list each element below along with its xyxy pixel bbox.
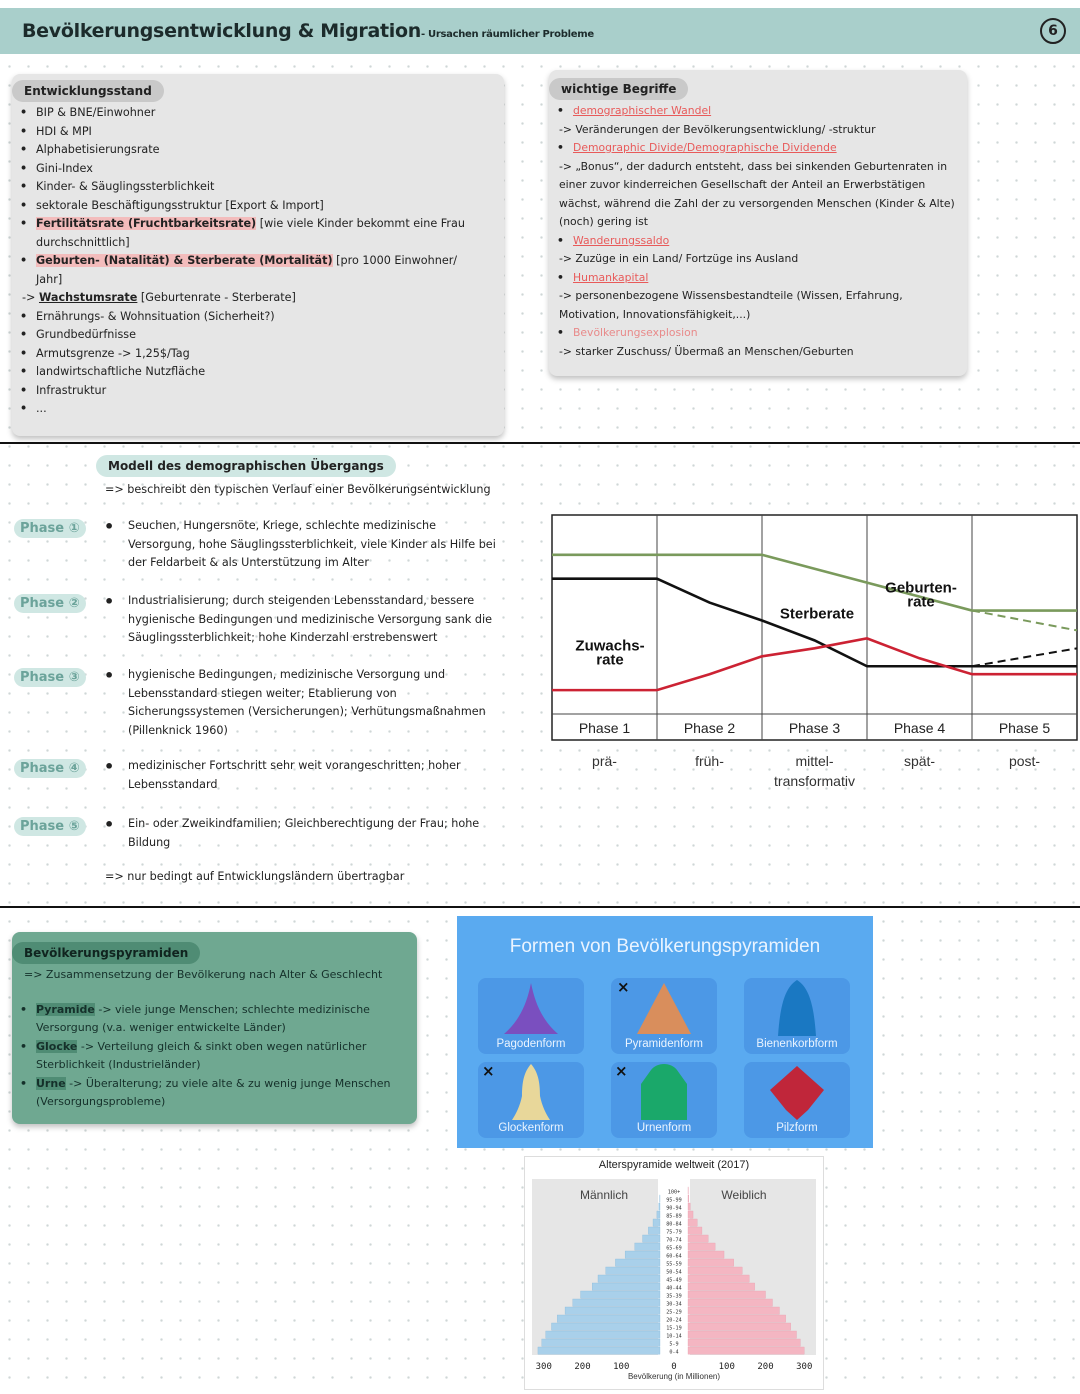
male-label: Männlich: [579, 1188, 629, 1202]
age-group-label: 55-59: [666, 1261, 682, 1268]
begriffe-card: [549, 70, 967, 376]
age-group-label: 25-29: [666, 1309, 682, 1316]
female-bar: [688, 1235, 708, 1242]
female-bar: [688, 1323, 791, 1330]
age-group-label: 85-89: [666, 1213, 682, 1220]
term-1-def: -> Veränderungen der Bevölkerungsentwicklung/ -struktur: [559, 122, 876, 136]
phase-sublabel: transformativ: [774, 773, 855, 789]
phase-label-2: [14, 592, 86, 611]
phase-text-2: Industrialisierung; durch steigenden Lebensstandard, bessere hygienische Bedingungen und medizinische Versorgung sank die Säuglingssterblichkeit; hohe Kinderzahl erstrebenswert: [128, 594, 492, 644]
section-divider-2: [0, 906, 1080, 908]
pyramidenform-icon: [611, 978, 717, 1038]
demographic-transition-chart: [549, 512, 1080, 802]
male-bar: [565, 1307, 660, 1314]
urnenform-icon: [611, 1062, 717, 1122]
tile-urnenform: [611, 1062, 717, 1138]
bullet: •: [104, 666, 115, 685]
term-2: • Demographic Divide/Demographische Dividende: [549, 139, 959, 158]
phase-sublabel: spät-: [903, 753, 936, 769]
phase-label-4: [14, 757, 86, 776]
female-bar: [688, 1347, 804, 1354]
pyramiden-intro: => Zusammensetzung der Bevölkerung nach Alter & Geschlecht: [24, 968, 383, 981]
x-tick-label: Phase 5: [998, 720, 1051, 736]
phase-label-3: [14, 666, 86, 685]
forms-title: Formen von Bevölkerungspyramiden: [509, 936, 821, 957]
term-4: • Humankapital: [549, 269, 959, 288]
term-4-def: -> personenbezogene Wissensbestandteile (Wissen, Erfahrung, Motivation, Innovationsfähigkeit,...): [559, 289, 903, 321]
glocke-shape: [512, 1064, 550, 1120]
cross-mark-icon: ×: [615, 1062, 628, 1080]
x-tick-label: 100: [718, 1362, 735, 1372]
age-group-label: 40-44: [666, 1285, 682, 1292]
x-tick-label: Phase 1: [578, 720, 631, 736]
entwicklungsstand-list: [12, 104, 482, 215]
female-bar: [688, 1331, 797, 1338]
world-pyramid: [524, 1156, 824, 1390]
list-item: • Alphabetisierungsrate: [12, 141, 482, 160]
tile-label: Urnenform: [636, 1122, 692, 1134]
modell-heading: Modell des demographischen Übergangs: [96, 455, 396, 477]
pilzform-icon: [744, 1062, 850, 1122]
phase-sublabel: post-: [1008, 753, 1041, 769]
tile-pyramidenform: [611, 978, 717, 1054]
male-bar: [573, 1299, 660, 1306]
age-group-label: 70-74: [666, 1237, 682, 1244]
female-bar: [688, 1299, 772, 1306]
page-number: 6: [1040, 18, 1066, 44]
x-tick-label: 0: [671, 1362, 677, 1372]
age-group-label: 45-49: [666, 1277, 682, 1284]
modell-outro: => nur bedingt auf Entwicklungsländern übertragbar: [105, 870, 405, 883]
female-bar: [688, 1251, 724, 1258]
bienenkorbform-icon: [744, 978, 850, 1038]
entwicklungsstand-list-2: [12, 308, 482, 419]
list-item: • Ernährungs- & Wohnsituation (Sicherheit?): [12, 308, 482, 327]
phase-text-1: Seuchen, Hungersnöte, Kriege, schlechte medizinische Versorgung, hohe Säuglingssterblichkeit, viele Kinder als Hilfe bei der Feldarbeit & als Unterstützung im Alter: [128, 519, 496, 569]
annotation-zuwachsrate: rate: [596, 651, 624, 669]
male-bar: [659, 1203, 660, 1210]
modell-heading-wrap: [96, 455, 396, 477]
term-5-def: -> starker Zuschuss/ Übermaß an Menschen/Geburten: [559, 344, 854, 358]
list-item: • HDI & MPI: [12, 123, 482, 142]
phase-sublabel: mittel-: [795, 753, 834, 769]
annotation-sterberate: Sterberate: [779, 605, 855, 623]
female-bar: [688, 1259, 734, 1266]
world-pyramid-chart: [525, 1175, 823, 1389]
female-bar: [688, 1275, 749, 1282]
female-bar: [688, 1291, 766, 1298]
phase-text-4: medizinischer Fortschritt sehr weit vorangeschritten; hoher Lebensstandard: [128, 759, 461, 791]
male-bar: [598, 1275, 660, 1282]
glockenform-icon: [478, 1062, 584, 1122]
female-bar: [688, 1203, 690, 1210]
annotation-geburtenrate: rate: [907, 593, 935, 611]
tile-glockenform: [478, 1062, 584, 1138]
female-bar: [688, 1211, 693, 1218]
annotation-geburtenrate: Geburten-: [885, 579, 957, 597]
phase-sublabel: prä-: [592, 753, 617, 769]
phase-tag: Phase ④: [14, 759, 86, 778]
x-tick-label: 100: [613, 1362, 630, 1372]
annotation-zuwachsrate: Zuwachs-: [575, 637, 645, 655]
x-tick-label: 200: [757, 1362, 774, 1372]
list-item: • ...: [12, 400, 482, 419]
phase-text-3: hygienische Bedingungen, medizinische Versorgung und Lebensstandard stiegen weiter; Etablierung von Sicherungssystemen (Versicherungen); Verhütungsmaßnahmen (Pillenknick 1960): [128, 668, 486, 737]
male-bar: [648, 1227, 660, 1234]
age-group-label: 30-34: [666, 1301, 682, 1308]
x-tick-label: Phase 4: [893, 720, 946, 736]
male-bar: [657, 1211, 660, 1218]
tile-label: Pilzform: [776, 1122, 818, 1134]
list-item: • Fertilitätsrate (Fruchtbarkeitsrate) [wie viele Kinder bekommt eine Frau durchschnittlich]: [12, 215, 482, 252]
x-tick-label: 300: [796, 1362, 813, 1372]
male-bar: [606, 1267, 660, 1274]
age-group-label: 95-99: [666, 1197, 682, 1204]
term-3-def: -> Zuzüge in ein Land/ Fortzüge ins Ausland: [559, 252, 799, 265]
x-tick-label: 300: [535, 1362, 552, 1372]
male-bar: [653, 1219, 660, 1226]
phase-tag: Phase ②: [14, 594, 86, 613]
list-item: • Geburten- (Natalität) & Sterberate (Mortalität) [pro 1000 Einwohner/ Jahr]: [12, 252, 482, 289]
age-group-label: 10-14: [666, 1333, 682, 1340]
world-pyramid-title: Alterspyramide weltweit (2017): [598, 1159, 750, 1171]
phase-label-5: [14, 815, 86, 834]
age-group-label: 100+: [667, 1189, 681, 1196]
phase-tag: Phase ⑤: [14, 817, 86, 836]
list-item: • Grundbedürfnisse: [12, 326, 482, 345]
urne-shape: [641, 1064, 687, 1120]
section-divider-1: [0, 442, 1080, 444]
tile-label: Pagodenform: [496, 1038, 566, 1050]
age-group-label: 50-54: [666, 1269, 682, 1276]
bullet: •: [104, 592, 115, 611]
term-1: • demographischer Wandel: [549, 102, 959, 121]
age-group-label: 20-24: [666, 1317, 682, 1324]
male-bar: [592, 1283, 660, 1290]
male-bar: [635, 1243, 660, 1250]
cross-mark-icon: ×: [617, 978, 630, 996]
phase-label-1: [14, 517, 86, 536]
female-bar: [688, 1243, 715, 1250]
pagodenform-icon: [478, 978, 584, 1038]
age-group-label: 35-39: [666, 1293, 682, 1300]
female-bar: [688, 1227, 702, 1234]
x-tick-label: 200: [574, 1362, 591, 1372]
list-item: • sektorale Beschäftigungsstruktur [Export & Import]: [12, 197, 482, 216]
wachstumsrate-line: -> Wachstumsrate [Geburtenrate - Sterberate]: [22, 291, 296, 304]
male-bar: [625, 1251, 660, 1258]
age-group-label: 15-19: [666, 1325, 682, 1332]
list-item: • Gini-Index: [12, 160, 482, 179]
list-item: • Urne -> Überalterung; zu viele alte & zu wenig junge Menschen (Versorgungsprobleme): [12, 1075, 412, 1112]
tile-bienenkorbform: [744, 978, 850, 1054]
female-bar: [688, 1195, 689, 1202]
female-bar: [688, 1339, 800, 1346]
female-bar: [688, 1283, 755, 1290]
modell-intro: => beschreibt den typischen Verlauf einer Bevölkerungsentwicklung: [105, 483, 491, 496]
male-bar: [643, 1235, 660, 1242]
entwicklungsstand-card: [12, 74, 504, 436]
male-bar: [552, 1323, 661, 1330]
female-bar: [688, 1219, 697, 1226]
tile-pilzform: [744, 1062, 850, 1138]
term-5: • Bevölkerungsexplosion: [549, 324, 959, 343]
male-bar: [546, 1331, 660, 1338]
entwicklungsstand-heading: Entwicklungsstand: [12, 80, 164, 102]
page-header: [0, 8, 1080, 54]
male-bar: [581, 1291, 660, 1298]
term-2-def: -> „Bonus“, der dadurch entsteht, dass bei sinkenden Geburtenraten in einer zuvor kinderreichen Gesellschaft der Anteil an Erwerbstätigen wächst, während die Zahl der zu versorgenden Menschen (Kinder & Alte) (noch) gering ist: [559, 159, 955, 228]
female-bar: [688, 1315, 786, 1322]
male-bar: [538, 1347, 660, 1354]
pyramiden-heading: Bevölkerungspyramiden: [12, 942, 200, 964]
phase-tag: Phase ①: [14, 519, 86, 538]
pilz-shape: [770, 1066, 824, 1120]
x-tick-label: Phase 2: [683, 720, 736, 736]
list-item: • Glocke -> Verteilung gleich & sinkt oben wegen natürlicher Sterblichkeit (Industrieländer): [12, 1038, 412, 1075]
begriffe-heading: wichtige Begriffe: [549, 78, 688, 100]
pyramide-shape: [637, 983, 691, 1034]
bullet: •: [104, 815, 115, 834]
age-group-label: 80-84: [666, 1221, 682, 1228]
age-group-label: 90-94: [666, 1205, 682, 1212]
chart-frame: [552, 515, 1077, 740]
female-bar: [688, 1307, 779, 1314]
list-item: • BIP & BNE/Einwohner: [12, 104, 482, 123]
bienenkorb-shape: [778, 980, 816, 1036]
tile-label: Bienenkorbform: [756, 1038, 838, 1050]
age-group-label: 75-79: [666, 1229, 682, 1236]
x-tick-label: Phase 3: [788, 720, 841, 736]
age-group-label: 5-9: [669, 1341, 679, 1348]
list-item: • Infrastruktur: [12, 382, 482, 401]
age-group-label: 60-64: [666, 1253, 682, 1260]
list-item: • Pyramide -> viele junge Menschen; schlechte medizinische Versorgung (v.a. weniger entwickelte Länder): [12, 1001, 412, 1038]
bullet: •: [104, 757, 115, 776]
pagode-shape: [504, 983, 558, 1034]
age-group-label: 0-4: [669, 1349, 679, 1356]
page-title: Bevölkerungsentwicklung & Migration- Ursachen räumlicher Probleme: [22, 20, 594, 42]
cross-mark-icon: ×: [482, 1062, 495, 1080]
list-item: • Armutsgrenze -> 1,25$/Tag: [12, 345, 482, 364]
tile-pagodenform: [478, 978, 584, 1054]
age-group-label: 65-69: [666, 1245, 682, 1252]
phase-sublabel: früh-: [695, 753, 724, 769]
bullet: •: [104, 517, 115, 536]
term-3: • Wanderungssaldo: [549, 232, 959, 251]
phase-tag: Phase ③: [14, 668, 86, 687]
list-item: • landwirtschaftliche Nutzfläche: [12, 363, 482, 382]
male-bar: [615, 1259, 660, 1266]
female-bar: [688, 1267, 742, 1274]
phase-text-5: Ein- oder Zweikindfamilien; Gleichberechtigung der Frau; hohe Bildung: [128, 817, 480, 849]
tile-label: Glockenform: [498, 1122, 564, 1134]
pyramid-forms-graphic: [457, 916, 873, 1148]
female-label: Weiblich: [721, 1188, 767, 1202]
axis-label: Bevölkerung (in Millionen): [627, 1372, 721, 1381]
page-subtitle: - Ursachen räumlicher Probleme: [420, 29, 594, 40]
male-bar: [542, 1339, 660, 1346]
pyramiden-card: [12, 932, 417, 1124]
male-bar: [557, 1315, 660, 1322]
list-item: • Kinder- & Säuglingssterblichkeit: [12, 178, 482, 197]
tile-label: Pyramidenform: [625, 1038, 703, 1050]
